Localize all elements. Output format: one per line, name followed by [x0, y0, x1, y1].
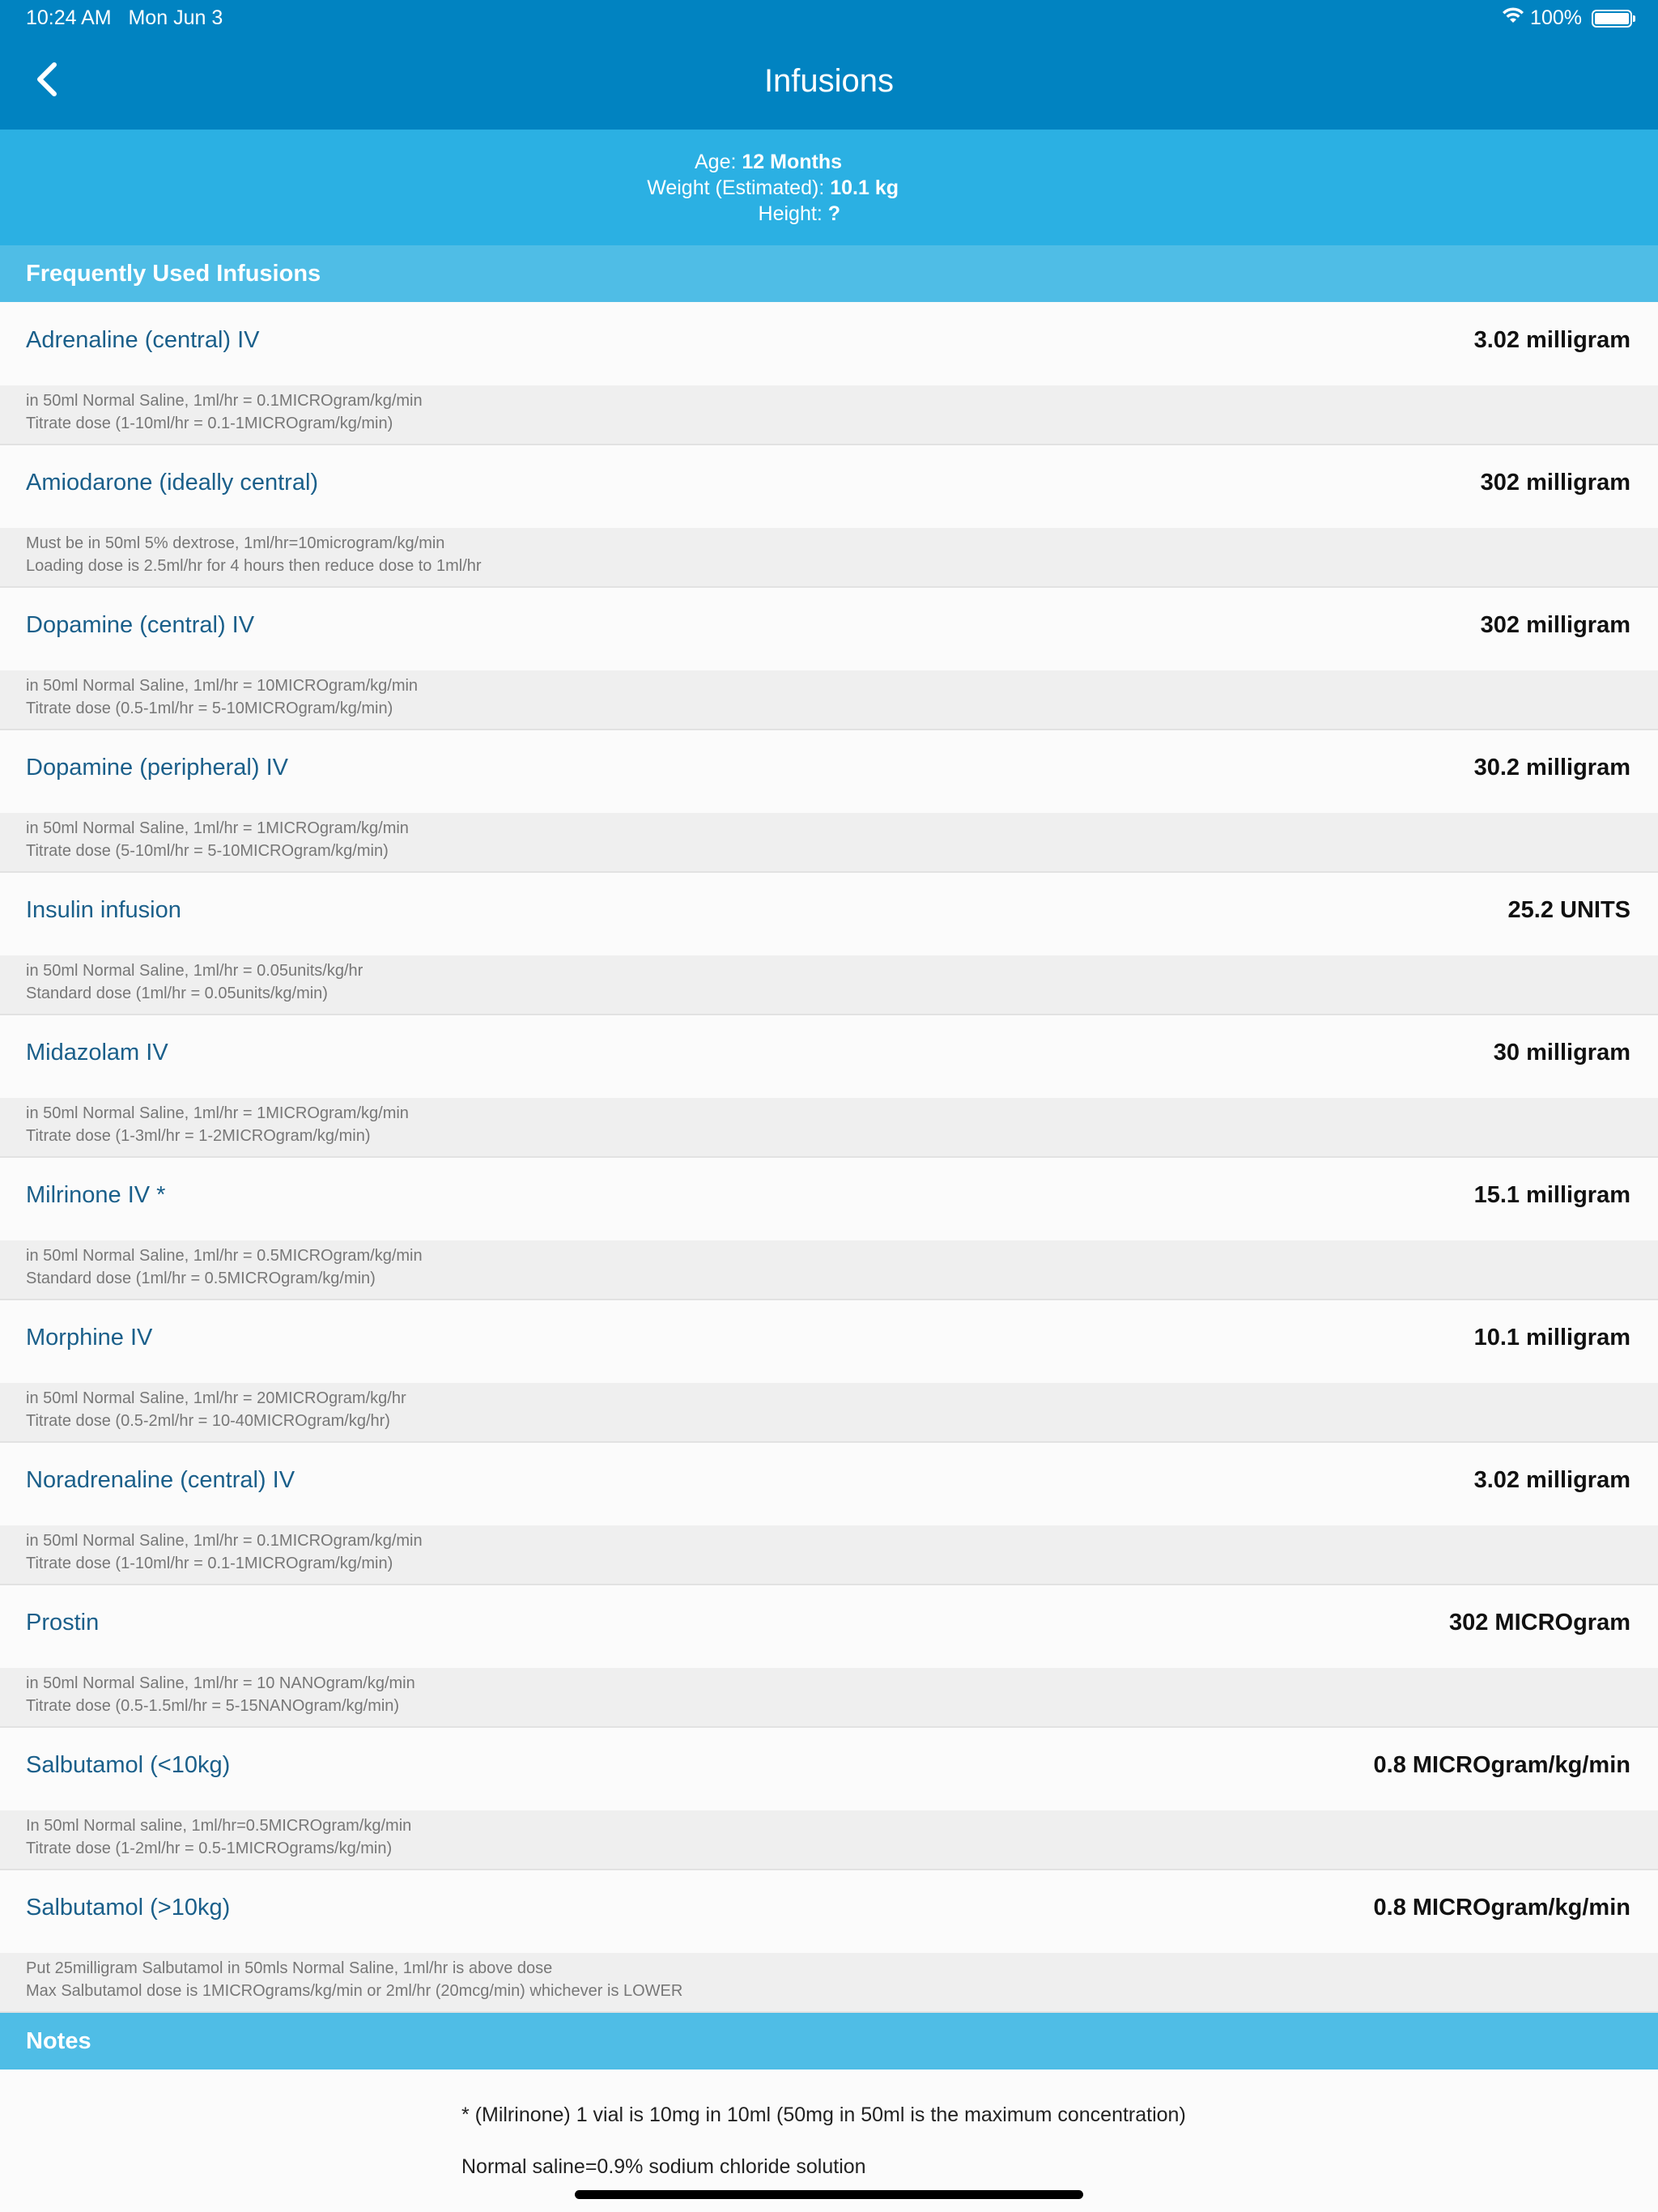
- height-value: ?: [827, 202, 840, 225]
- infusion-detail-line1: in 50ml Normal Saline, 1ml/hr = 1MICROgram/kg/min: [26, 1104, 409, 1122]
- home-indicator[interactable]: [575, 2190, 1083, 2199]
- infusion-detail-line2: Titrate dose (1-3ml/hr = 1-2MICROgram/kg/min): [26, 1127, 371, 1145]
- infusion-detail-line1: in 50ml Normal Saline, 1ml/hr = 20MICROgram/kg/hr: [26, 1389, 406, 1407]
- height-row: [0, 202, 840, 226]
- infusion-dose: 302 milligram: [1480, 612, 1630, 638]
- infusion-dose: 3.02 milligram: [1473, 327, 1630, 353]
- infusion-dose: 3.02 milligram: [1473, 1467, 1630, 1493]
- infusion-name: Salbutamol (>10kg): [26, 1895, 231, 1921]
- infusion-name: Noradrenaline (central) IV: [26, 1467, 295, 1493]
- battery-icon: [1592, 10, 1632, 28]
- infusion-detail-line1: in 50ml Normal Saline, 1ml/hr = 10MICROgram/kg/min: [26, 677, 419, 695]
- infusion-detail-line1: in 50ml Normal Saline, 1ml/hr = 10 NANOgram/kg/min: [26, 1674, 415, 1692]
- height-label: Height:: [758, 202, 823, 225]
- note-line: Normal saline=0.9% sodium chloride solution: [461, 2155, 866, 2178]
- status-time: [26, 6, 223, 30]
- status-time-text: 10:24 AM: [26, 6, 112, 29]
- infusion-detail-line1: in 50ml Normal Saline, 1ml/hr = 0.05units/kg/hr: [26, 962, 363, 980]
- infusion-dose: 25.2 UNITS: [1507, 897, 1630, 923]
- infusion-detail-line2: Titrate dose (1-10ml/hr = 0.1-1MICROgram/kg/min): [26, 1555, 393, 1572]
- infusion-name: Dopamine (central) IV: [26, 612, 255, 638]
- infusion-detail-line2: Titrate dose (0.5-2ml/hr = 10-40MICROgram/kg/hr): [26, 1412, 390, 1430]
- infusion-name: Midazolam IV: [26, 1040, 168, 1066]
- infusion-list: [0, 303, 1658, 2013]
- status-right: [1501, 6, 1632, 30]
- infusion-item[interactable]: [0, 1728, 1658, 1870]
- infusion-item[interactable]: [0, 1585, 1658, 1728]
- age-label: Age:: [694, 151, 737, 173]
- infusion-detail-line1: Must be in 50ml 5% dextrose, 1ml/hr=10microgram/kg/min: [26, 534, 445, 552]
- infusion-item[interactable]: [0, 445, 1658, 588]
- status-date-text: Mon Jun 3: [128, 6, 223, 29]
- infusion-detail-line2: Loading dose is 2.5ml/hr for 4 hours then reduce dose to 1ml/hr: [26, 557, 482, 575]
- infusion-item[interactable]: [0, 1870, 1658, 2013]
- infusion-detail-line2: Titrate dose (1-2ml/hr = 0.5-1MICROgrams/kg/min): [26, 1840, 393, 1857]
- infusion-name: Prostin: [26, 1610, 100, 1636]
- infusion-dose: 30 milligram: [1493, 1040, 1630, 1066]
- wifi-icon: [1501, 6, 1525, 30]
- weight-label: Weight (Estimated):: [647, 177, 825, 199]
- infusion-detail-line1: in 50ml Normal Saline, 1ml/hr = 0.1MICROgram/kg/min: [26, 392, 423, 410]
- weight-row: [0, 177, 899, 200]
- infusion-detail-line1: in 50ml Normal Saline, 1ml/hr = 0.1MICROgram/kg/min: [26, 1532, 423, 1550]
- infusion-item[interactable]: [0, 1300, 1658, 1443]
- infusion-detail-line2: Titrate dose (0.5-1.5ml/hr = 5-15NANOgram/kg/min): [26, 1697, 400, 1715]
- infusion-dose: 10.1 milligram: [1473, 1325, 1630, 1351]
- status-bar: [0, 0, 1658, 39]
- page-title: Infusions: [763, 63, 895, 99]
- infusion-item[interactable]: [0, 1015, 1658, 1158]
- age-value: 12 Months: [742, 151, 842, 173]
- age-row: [0, 151, 842, 174]
- infusion-name: Salbutamol (<10kg): [26, 1752, 231, 1778]
- infusion-item[interactable]: [0, 1443, 1658, 1585]
- battery-percent: 100%: [1530, 6, 1582, 29]
- infusion-detail-line2: Standard dose (1ml/hr = 0.05units/kg/min): [26, 985, 328, 1002]
- section-header-notes: Notes: [0, 2013, 1658, 2069]
- infusion-name: Morphine IV: [26, 1325, 153, 1351]
- infusion-item[interactable]: [0, 303, 1658, 445]
- infusion-detail-line1: in 50ml Normal Saline, 1ml/hr = 1MICROgram/kg/min: [26, 819, 409, 837]
- infusion-dose: 302 milligram: [1480, 470, 1630, 496]
- patient-info: [0, 130, 1658, 245]
- infusion-detail-line1: In 50ml Normal saline, 1ml/hr=0.5MICROgram/kg/min: [26, 1817, 412, 1835]
- note-line: * (Milrinone) 1 vial is 10mg in 10ml (50mg in 50ml is the maximum concentration): [461, 2104, 1186, 2126]
- infusion-dose: 0.8 MICROgram/kg/min: [1373, 1752, 1630, 1778]
- infusion-dose: 302 MICROgram: [1448, 1610, 1630, 1636]
- infusion-name: Adrenaline (central) IV: [26, 327, 260, 353]
- infusion-detail-line2: Standard dose (1ml/hr = 0.5MICROgram/kg/min): [26, 1270, 376, 1287]
- infusion-dose: 0.8 MICROgram/kg/min: [1373, 1895, 1630, 1921]
- infusion-dose: 30.2 milligram: [1473, 755, 1630, 781]
- infusion-item[interactable]: [0, 588, 1658, 730]
- infusion-detail-line1: in 50ml Normal Saline, 1ml/hr = 0.5MICROgram/kg/min: [26, 1247, 423, 1265]
- weight-value: 10.1 kg: [830, 177, 899, 199]
- infusion-item[interactable]: [0, 873, 1658, 1015]
- battery-fill: [1595, 13, 1629, 24]
- infusion-dose: 15.1 milligram: [1473, 1182, 1630, 1208]
- infusion-item[interactable]: [0, 730, 1658, 873]
- infusion-detail-line2: Titrate dose (1-10ml/hr = 0.1-1MICROgram/kg/min): [26, 415, 393, 432]
- infusion-detail-line2: Titrate dose (5-10ml/hr = 5-10MICROgram/kg/min): [26, 842, 389, 860]
- infusion-detail-line2: Titrate dose (0.5-1ml/hr = 5-10MICROgram/kg/min): [26, 700, 393, 717]
- infusion-name: Insulin infusion: [26, 897, 181, 923]
- infusion-name: Milrinone IV *: [26, 1182, 166, 1208]
- infusion-item[interactable]: [0, 1158, 1658, 1300]
- section-header-frequent: Frequently Used Infusions: [0, 245, 1658, 302]
- nav-bar: [0, 39, 1658, 130]
- infusion-name: Dopamine (peripheral) IV: [26, 755, 288, 781]
- infusion-detail-line1: Put 25milligram Salbutamol in 50mls Normal Saline, 1ml/hr is above dose: [26, 1959, 553, 1977]
- infusion-detail-line2: Max Salbutamol dose is 1MICROgrams/kg/min or 2ml/hr (20mcg/min) whichever is LOWER: [26, 1982, 683, 2000]
- infusion-name: Amiodarone (ideally central): [26, 470, 319, 496]
